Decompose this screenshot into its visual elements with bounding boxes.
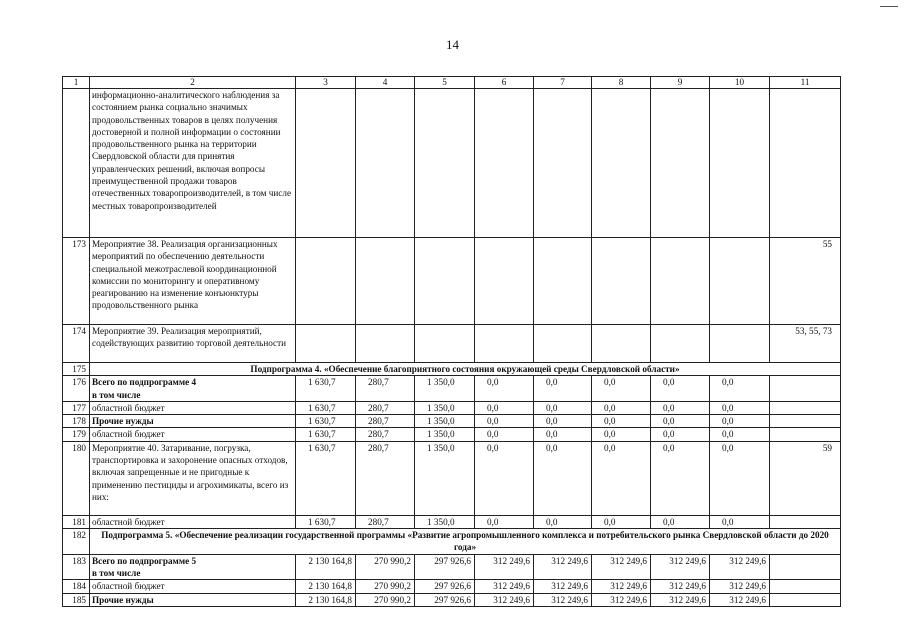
column-number: 8: [592, 77, 651, 89]
value-cell: 0,0: [534, 415, 592, 428]
value-cell: 0,0: [475, 415, 534, 428]
row-number: 175: [63, 363, 90, 376]
value-cell: 1 630,7: [296, 515, 356, 528]
row-description: областной бюджет: [90, 580, 296, 593]
value-cell: 270 990,2: [356, 580, 415, 593]
column-number: 7: [534, 77, 592, 89]
value-cell: 0,0: [710, 428, 770, 441]
value-cell: 0,0: [651, 376, 710, 402]
row-description: областной бюджет: [90, 515, 296, 528]
value-cell: 0,0: [534, 376, 592, 402]
value-cell: 1 630,7: [296, 428, 356, 441]
value-cell: 1 350,0: [415, 401, 475, 414]
value-cell: 0,0: [592, 515, 651, 528]
value-cell: 1 350,0: [415, 376, 475, 402]
value-cell: 312 249,6: [534, 554, 592, 580]
value-cell: 312 249,6: [534, 593, 592, 606]
value-cell: 312 249,6: [710, 580, 770, 593]
value-cell: 312 249,6: [710, 554, 770, 580]
value-cell: 270 990,2: [356, 593, 415, 606]
value-cell: 312 249,6: [475, 554, 534, 580]
value-cell: 0,0: [592, 376, 651, 402]
row-target-ref: [770, 376, 841, 402]
row-target-ref: 53, 55, 73: [770, 325, 841, 363]
value-cell: 0,0: [651, 415, 710, 428]
value-cell: 1 630,7: [296, 376, 356, 402]
column-number: 6: [475, 77, 534, 89]
table-row: [63, 515, 841, 528]
value-cell: 0,0: [592, 428, 651, 441]
value-cell: 0,0: [710, 376, 770, 402]
row-number: 179: [63, 428, 90, 441]
value-cell: 0,0: [534, 428, 592, 441]
value-cell: 0,0: [534, 515, 592, 528]
value-cell: 312 249,6: [592, 554, 651, 580]
row-number: 182: [63, 529, 90, 555]
value-cell: 280,7: [356, 428, 415, 441]
value-cell: 280,7: [356, 376, 415, 402]
row-target-ref: 55: [770, 238, 841, 325]
column-number-row: [63, 77, 841, 89]
row-target-ref: [770, 401, 841, 414]
column-number: 4: [356, 77, 415, 89]
value-cell: 0,0: [710, 515, 770, 528]
value-cell: 312 249,6: [475, 580, 534, 593]
row-target-ref: [770, 428, 841, 441]
row-description: Прочие нужды: [90, 415, 296, 428]
value-cell: 0,0: [534, 441, 592, 515]
value-cell: 0,0: [475, 401, 534, 414]
value-cell: 0,0: [710, 415, 770, 428]
table-row: [63, 554, 841, 580]
value-cell: 0,0: [475, 428, 534, 441]
value-cell: 0,0: [710, 441, 770, 515]
value-cell: 312 249,6: [475, 593, 534, 606]
subprogram-title: Подпрограмма 5. «Обеспечение реализации государственной программы «Развитие агропромышленного комплекса и потребительского рынка Свердловской области до 2020 года»: [90, 529, 841, 555]
value-cell: 0,0: [475, 515, 534, 528]
row-target-ref: [770, 593, 841, 606]
row-number: 177: [63, 401, 90, 414]
column-number: 11: [770, 77, 841, 89]
corner-mark: [880, 6, 898, 7]
column-number: 9: [651, 77, 710, 89]
table-row: [63, 415, 841, 428]
row-description: Мероприятие 38. Реализация организационных мероприятий по обеспечению деятельности специальной межотраслевой координационной комиссии по мониторингу и оперативному реагированию на изменение конъюнктуры продовольственного рынка: [90, 238, 296, 325]
value-cell: 312 249,6: [710, 593, 770, 606]
row-number: 185: [63, 593, 90, 606]
row-description-line: в том числе: [92, 389, 141, 400]
value-cell: 297 926,6: [415, 554, 475, 580]
value-cell: 280,7: [356, 515, 415, 528]
value-cell: 1 630,7: [296, 441, 356, 515]
value-cell: 270 990,2: [356, 554, 415, 580]
row-number: 180: [63, 441, 90, 515]
row-description-line: Всего по подпрограмме 4: [92, 377, 197, 388]
value-cell: 0,0: [651, 515, 710, 528]
value-cell: 0,0: [534, 401, 592, 414]
row-number: 173: [63, 238, 90, 325]
table-row: [63, 89, 841, 238]
column-number: 5: [415, 77, 475, 89]
value-cell: 1 630,7: [296, 415, 356, 428]
value-cell: 1 630,7: [296, 401, 356, 414]
subprogram-title: Подпрограмма 4. «Обеспечение благоприятного состояния окружающей среды Свердловской области»: [90, 363, 841, 376]
row-description: областной бюджет: [90, 428, 296, 441]
value-cell: 0,0: [651, 401, 710, 414]
table-row: [63, 580, 841, 593]
row-description: Прочие нужды: [90, 593, 296, 606]
row-target-ref: [770, 580, 841, 593]
value-cell: 0,0: [475, 441, 534, 515]
value-cell: 280,7: [356, 441, 415, 515]
row-number: 174: [63, 325, 90, 363]
row-description: [90, 376, 296, 402]
row-target-ref: [770, 415, 841, 428]
value-cell: 1 350,0: [415, 515, 475, 528]
table-row: [63, 593, 841, 606]
value-cell: 0,0: [592, 401, 651, 414]
value-cell: 0,0: [592, 441, 651, 515]
row-target-ref: 59: [770, 441, 841, 515]
value-cell: 312 249,6: [534, 580, 592, 593]
value-cell: 280,7: [356, 401, 415, 414]
row-description-line: в том числе: [92, 567, 141, 578]
value-cell: 0,0: [651, 428, 710, 441]
row-target-ref: [770, 515, 841, 528]
value-cell: 2 130 164,8: [296, 554, 356, 580]
row-target-ref: [770, 89, 841, 238]
row-number: 183: [63, 554, 90, 580]
table-row: [63, 428, 841, 441]
value-cell: 312 249,6: [651, 593, 710, 606]
value-cell: 312 249,6: [651, 554, 710, 580]
table-row: [63, 325, 841, 363]
value-cell: 312 249,6: [651, 580, 710, 593]
row-number: 178: [63, 415, 90, 428]
value-cell: 297 926,6: [415, 593, 475, 606]
value-cell: 0,0: [651, 441, 710, 515]
table-row: [63, 376, 841, 402]
value-cell: 0,0: [475, 376, 534, 402]
row-number: [63, 89, 90, 238]
table-row: [63, 238, 841, 325]
value-cell: 0,0: [710, 401, 770, 414]
column-number: 3: [296, 77, 356, 89]
row-number: 181: [63, 515, 90, 528]
subprogram-row: [63, 363, 841, 376]
row-description: информационно-аналитического наблюдения за состоянием рынка социально значимых продовольственных товаров в целях получения достоверной и полной информации о состоянии продовольственного рынка на территории Свердловской области для принятия управленческих решений, включая вопросы преимущественной продажи товаров отечественных товаропроизводителей, в том числе местных товаропроизводителей: [90, 89, 296, 238]
row-target-ref: [770, 554, 841, 580]
value-cell: 312 249,6: [592, 580, 651, 593]
value-cell: 2 130 164,8: [296, 580, 356, 593]
table-row: [63, 401, 841, 414]
value-cell: 2 130 164,8: [296, 593, 356, 606]
value-cell: 1 350,0: [415, 441, 475, 515]
page-number: 14: [446, 37, 459, 52]
value-cell: 1 350,0: [415, 428, 475, 441]
program-table: [62, 76, 841, 607]
row-number: 184: [63, 580, 90, 593]
value-cell: 297 926,6: [415, 580, 475, 593]
row-description-line: Всего по подпрограмме 5: [92, 555, 197, 566]
table-row: [63, 441, 841, 515]
row-description: Мероприятие 39. Реализация мероприятий, содействующих развитию торговой деятельности: [90, 325, 296, 363]
column-number: 10: [710, 77, 770, 89]
column-number: 1: [63, 77, 90, 89]
value-cell: 280,7: [356, 415, 415, 428]
row-description: [90, 554, 296, 580]
value-cell: 1 350,0: [415, 415, 475, 428]
subprogram-row: [63, 529, 841, 555]
value-cell: 0,0: [592, 415, 651, 428]
value-cell: 312 249,6: [592, 593, 651, 606]
row-number: 176: [63, 376, 90, 402]
row-description: областной бюджет: [90, 401, 296, 414]
column-number: 2: [90, 77, 296, 89]
row-description: Мероприятие 40. Затаривание, погрузка, транспортировка и захоронение опасных отходов, включая запрещенные и не пригодные к применению пестициды и агрохимикаты, всего из них:: [90, 441, 296, 515]
